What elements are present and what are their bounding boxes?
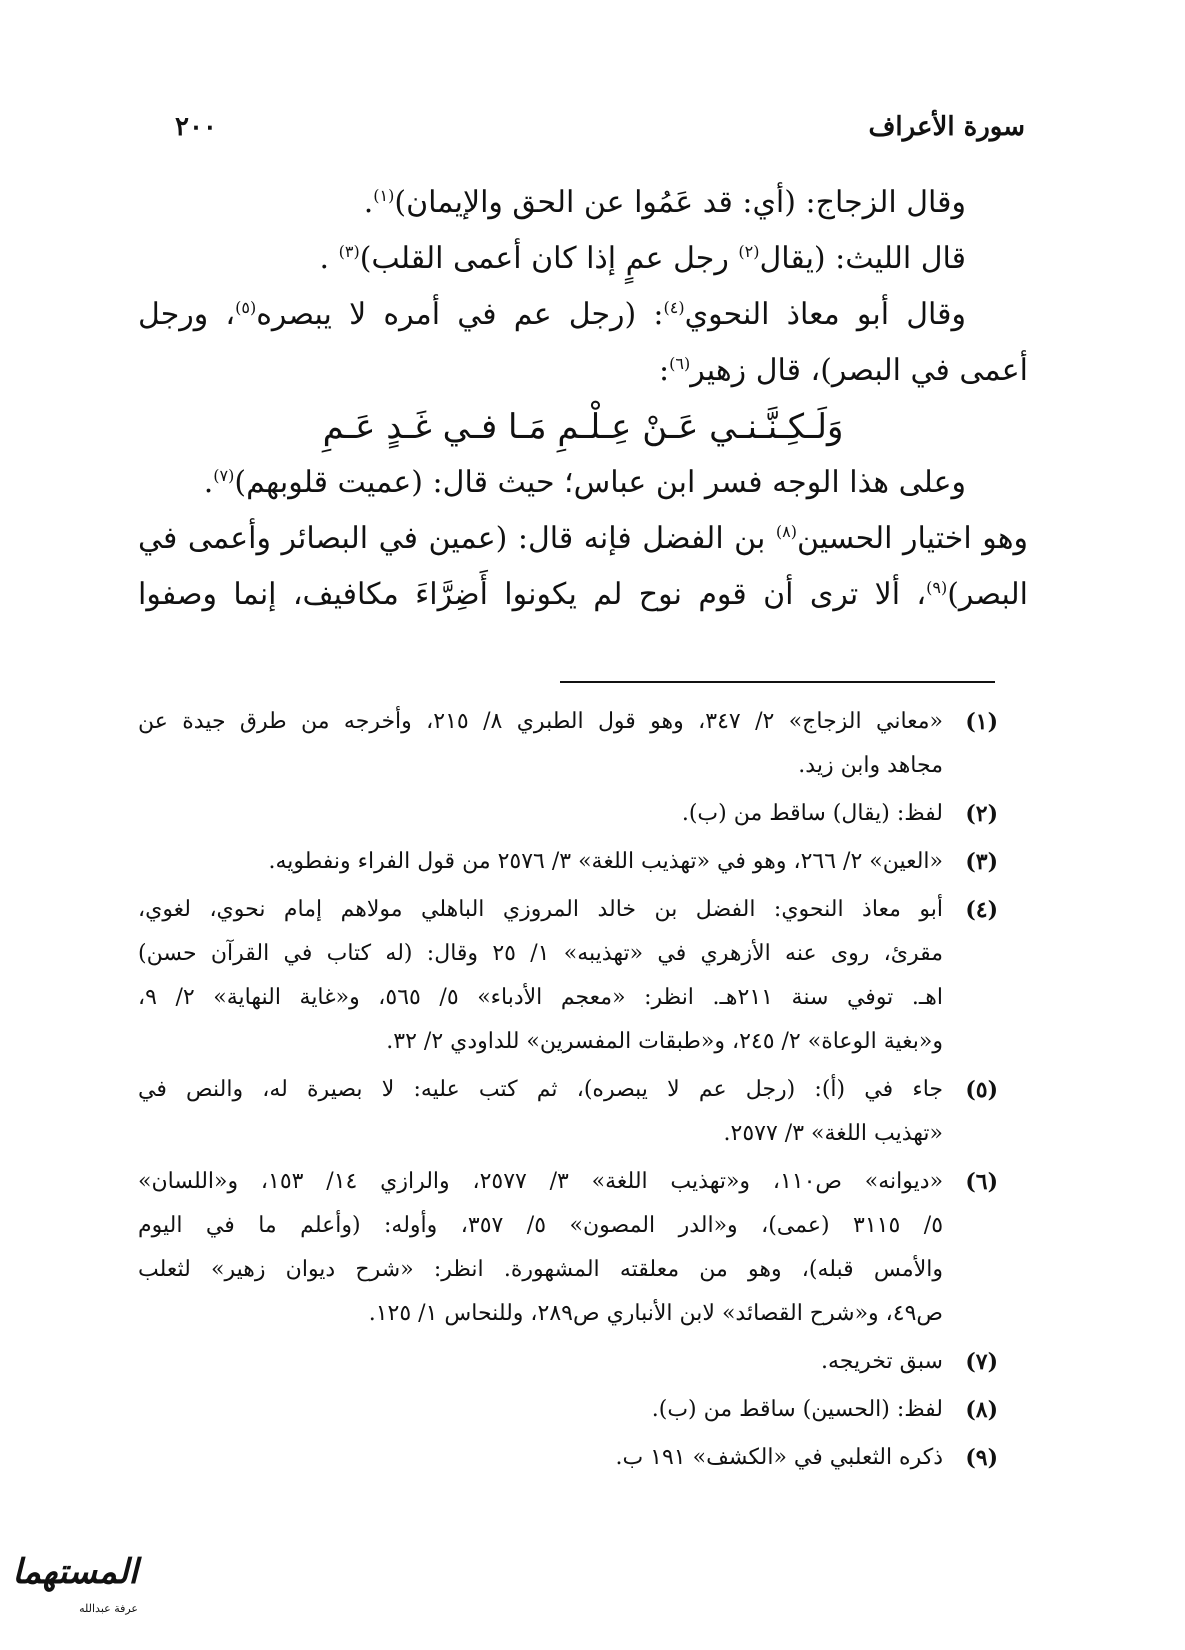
footnotes — [138, 700, 998, 1484]
footnote-number: (٥) — [965, 1077, 998, 1103]
footnote-line: أبو معاذ النحوي: الفضل بن خالد المروزي الباهلي مولاهم إمام نحوي، لغوي، — [138, 897, 943, 922]
footnote — [138, 840, 998, 884]
logo-subtext: عرفة عبدالله — [79, 1602, 138, 1615]
footnote-line: «العين» ٢/ ٢٦٦، وهو في «تهذيب اللغة» ٣/ ٢٥٧٦ من قول الفراء ونفطويه. — [268, 849, 943, 874]
footnote-line: جاء في (أ): (رجل عم لا يبصره)، ثم كتب عليه: لا بصيرة له، والنص في — [138, 1077, 943, 1102]
poetry-verse: وَلَـكِـنَّـنـي عَـنْ عِـلْـمِ مَـا فـي غَـدٍ عَـمِ — [322, 407, 844, 447]
footnote-line: ص٤٩، و«شرح القصائد» لابن الأنباري ص٢٨٩، وللنحاس ١/ ١٢٥. — [368, 1301, 943, 1326]
footnote-line: ٥/ ٣١١٥ (عمى)، و«الدر المصون» ٥/ ٣٥٧، وأوله: (وأعلم ما في اليوم — [138, 1213, 944, 1238]
page-header — [175, 112, 1025, 152]
footnote-divider — [560, 681, 995, 683]
footnote-ref: (١) — [373, 186, 395, 205]
text-line: وهو اختيار الحسين$^{(٨)}$ بن الفضل فإنه قال: (عمين في البصائر وأعمى في — [138, 521, 1029, 556]
footnote — [138, 700, 998, 788]
footnote-number: (٦) — [965, 1169, 998, 1195]
footnote-ref: (٥) — [235, 298, 257, 317]
footnote-number: (١) — [965, 709, 998, 735]
logo-text: المستهما — [12, 1552, 138, 1592]
footnote-line: «معاني الزجاج» ٢/ ٣٤٧، وهو قول الطبري ٨/ ٢١٥، وأخرجه من طرق جيدة عن — [138, 709, 944, 734]
footnote-line: مجاهد وابن زيد. — [798, 753, 943, 778]
page-number: ٢٠٠ — [175, 112, 217, 142]
footnote-line: اهـ. توفي سنة ٢١١هـ. انظر: «معجم الأدباء» ٥/ ٥٦٥، و«غاية النهاية» ٢/ ٩، — [138, 985, 944, 1010]
main-text — [138, 176, 1028, 624]
footnote-line: «تهذيب اللغة» ٣/ ٢٥٧٧. — [723, 1121, 943, 1146]
footnote-line: و«بغية الوعاة» ٢/ ٢٤٥، و«طبقات المفسرين» للداودي ٢/ ٣٢. — [386, 1029, 943, 1054]
footnote-number: (٩) — [965, 1445, 998, 1471]
footnote-number: (٨) — [965, 1397, 998, 1423]
footnote — [138, 792, 998, 836]
footnote-number: (٢) — [965, 801, 998, 827]
footnote-line: «ديوانه» ص١١٠، و«تهذيب اللغة» ٣/ ٢٥٧٧، والرازي ١٤/ ١٥٣، و«اللسان» — [138, 1169, 944, 1194]
footnote-ref: (٤) — [663, 298, 685, 317]
footnote-line: مقرئ، روى عنه الأزهري في «تهذيبه» ١/ ٢٥ وقال: (له كتاب في القرآن حسن) — [138, 941, 943, 966]
text-line: أعمى في البصر)، قال زهير$^{(٦)}$: — [659, 353, 1028, 388]
footnote-ref: (٦) — [669, 354, 691, 373]
publisher-logo — [8, 1552, 158, 1630]
footnote — [138, 1068, 998, 1156]
footnote-number: (٣) — [965, 849, 998, 875]
footnote-line: سبق تخريجه. — [821, 1349, 943, 1374]
footnote — [138, 1388, 998, 1432]
footnote-line: لفظ: (الحسين) ساقط من (ب). — [651, 1397, 943, 1422]
surah-title: سورة الأعراف — [868, 112, 1025, 142]
footnote-number: (٤) — [965, 897, 998, 923]
text-line: وقال أبو معاذ النحوي$^{(٤)}$: (رجل عم في أمره لا يبصره$^{(٥)}$، ورجل — [138, 297, 966, 332]
footnote-ref: (٧) — [213, 466, 235, 485]
text-line: وقال الزجاج: (أي: قد عَمُوا عن الحق والإيمان)$^{(١)}$. — [363, 185, 966, 220]
footnote-ref: (٢) — [738, 242, 760, 261]
text-line: وعلى هذا الوجه فسر ابن عباس؛ حيث قال: (عميت قلوبهم)$^{(٧)}$. — [203, 465, 966, 500]
footnote — [138, 888, 998, 1064]
text-line: البصر)$^{(٩)}$، ألا ترى أن قوم نوح لم يكونوا أَضِرَّاءَ مكافيف، إنما وصفوا — [138, 577, 1028, 612]
footnote-line: ذكره الثعلبي في «الكشف» ١٩١ ب. — [615, 1445, 943, 1470]
footnote-ref: (٣) — [338, 242, 360, 261]
footnote-line: لفظ: (يقال) ساقط من (ب). — [681, 801, 943, 826]
footnote-ref: (٨) — [775, 522, 798, 541]
footnote-line: والأمس قبله)، وهو من معلقته المشهورة. انظر: «شرح ديوان زهير» لثعلب — [138, 1257, 943, 1282]
footnote-ref: (٩) — [926, 578, 948, 597]
footnote — [138, 1436, 998, 1480]
footnote — [138, 1160, 998, 1336]
text-line: قال الليث: (يقال$^{(٢)}$ رجل عمٍ إذا كان أعمى القلب)$^{(٣)}$ . — [319, 241, 966, 276]
footnote — [138, 1340, 998, 1384]
footnote-number: (٧) — [965, 1349, 998, 1375]
